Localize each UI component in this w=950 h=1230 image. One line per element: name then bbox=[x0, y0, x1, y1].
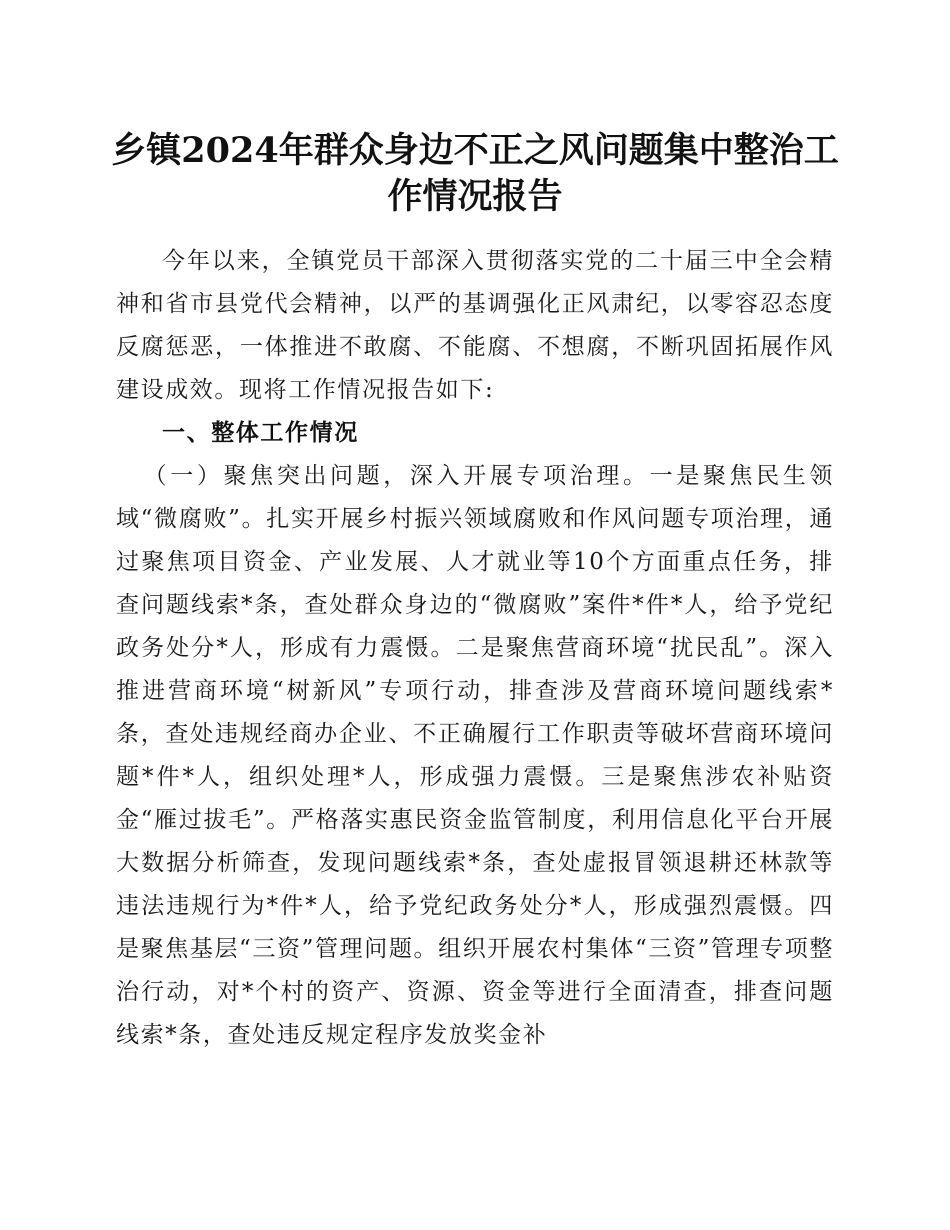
document-title: 乡镇2024年群众身边不正之风问题集中整治工作情况报告 bbox=[111, 130, 839, 217]
document-body bbox=[116, 240, 834, 1057]
section-paragraph: （一）聚焦突出问题，深入开展专项治理。一是聚焦民生领域“微腐败”。扎实开展乡村振兴领域腐败和作风问题专项治理，通过聚焦项目资金、产业发展、人才就业等10个方面重点任务，排查问题线索*条，查处群众身边的“微腐败”案件*件*人，给予党纪政务处分*人，形成有力震慑。二是聚焦营商环境“扰民乱”。深入推进营商环境“树新风”专项行动，排查涉及营商环境问题线索*条，查处违规经商办企业、不正确履行工作职责等破坏营商环境问题*件*人，组织处理*人，形成强力震慑。三是聚焦涉农补贴资金“雁过拔毛”。严格落实惠民资金监管制度，利用信息化平台开展大数据分析筛查，发现问题线索*条，查处虚报冒领退耕还林款等违法违规行为*件*人，给予党纪政务处分*人，形成强烈震慑。四是聚焦基层“三资”管理问题。组织开展农村集体“三资”管理专项整治行动，对*个村的资产、资源、资金等进行全面清查，排查问题线索*条，查处违反规定程序发放奖金补 bbox=[116, 463, 834, 1048]
section-heading: 一、整体工作情况 bbox=[162, 420, 359, 446]
intro-paragraph: 今年以来，全镇党员干部深入贯彻落实党的二十届三中全会精神和省市县党代会精神，以严的基调强化正风肃纪，以零容忍态度反腐惩恶，一体推进不敢腐、不能腐、不想腐，不断巩固拓展作风建设成效。现将工作情况报告如下: bbox=[116, 248, 834, 403]
